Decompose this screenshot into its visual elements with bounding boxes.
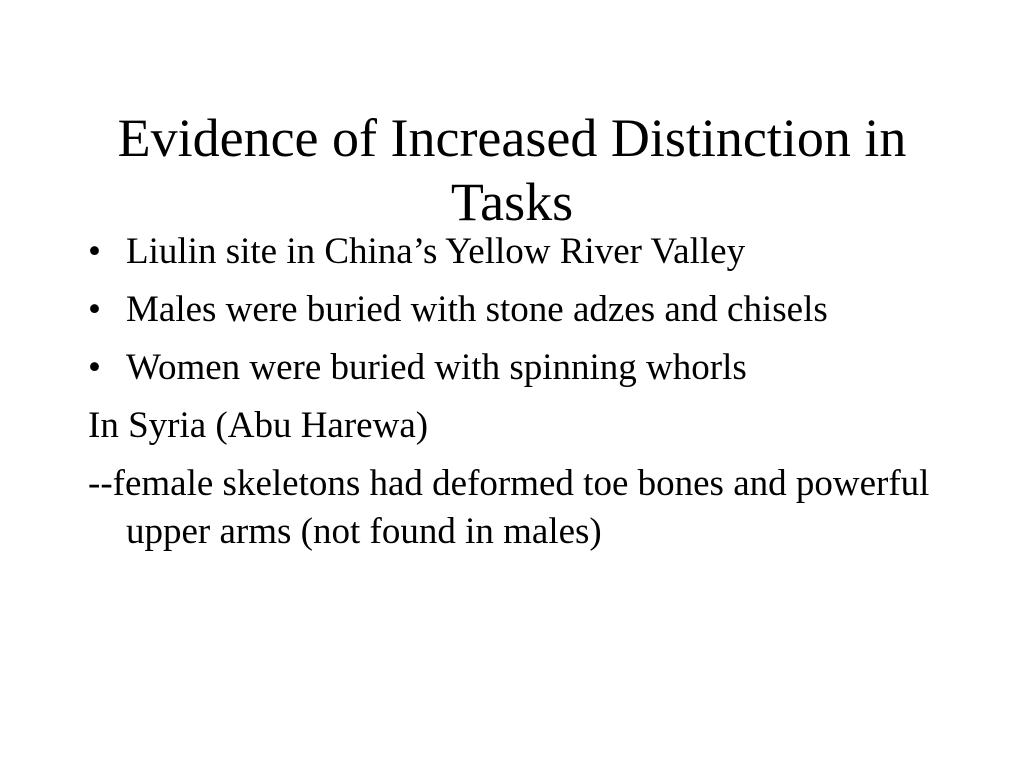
bullet-text: Liulin site in China’s Yellow River Valley: [126, 231, 746, 272]
bullet-icon: •: [88, 289, 101, 330]
bullet-text: Males were buried with stone adzes and chisels: [126, 289, 828, 330]
bullet-item: [88, 344, 968, 392]
slide-title: Evidence of Increased Distinction in Tasks: [117, 108, 907, 233]
bullet-item: [88, 228, 968, 276]
bullet-icon: •: [88, 231, 101, 272]
paragraph-syria: In Syria (Abu Harewa): [88, 405, 429, 446]
bullet-text: Women were buried with spinning whorls: [126, 347, 747, 388]
bullet-item: [88, 286, 968, 334]
bullet-icon: •: [88, 347, 101, 388]
paragraph-female-skeletons: --female skeletons had deformed toe bones and powerful upper arms (not found in males): [88, 463, 930, 552]
slide-body: [88, 228, 968, 566]
